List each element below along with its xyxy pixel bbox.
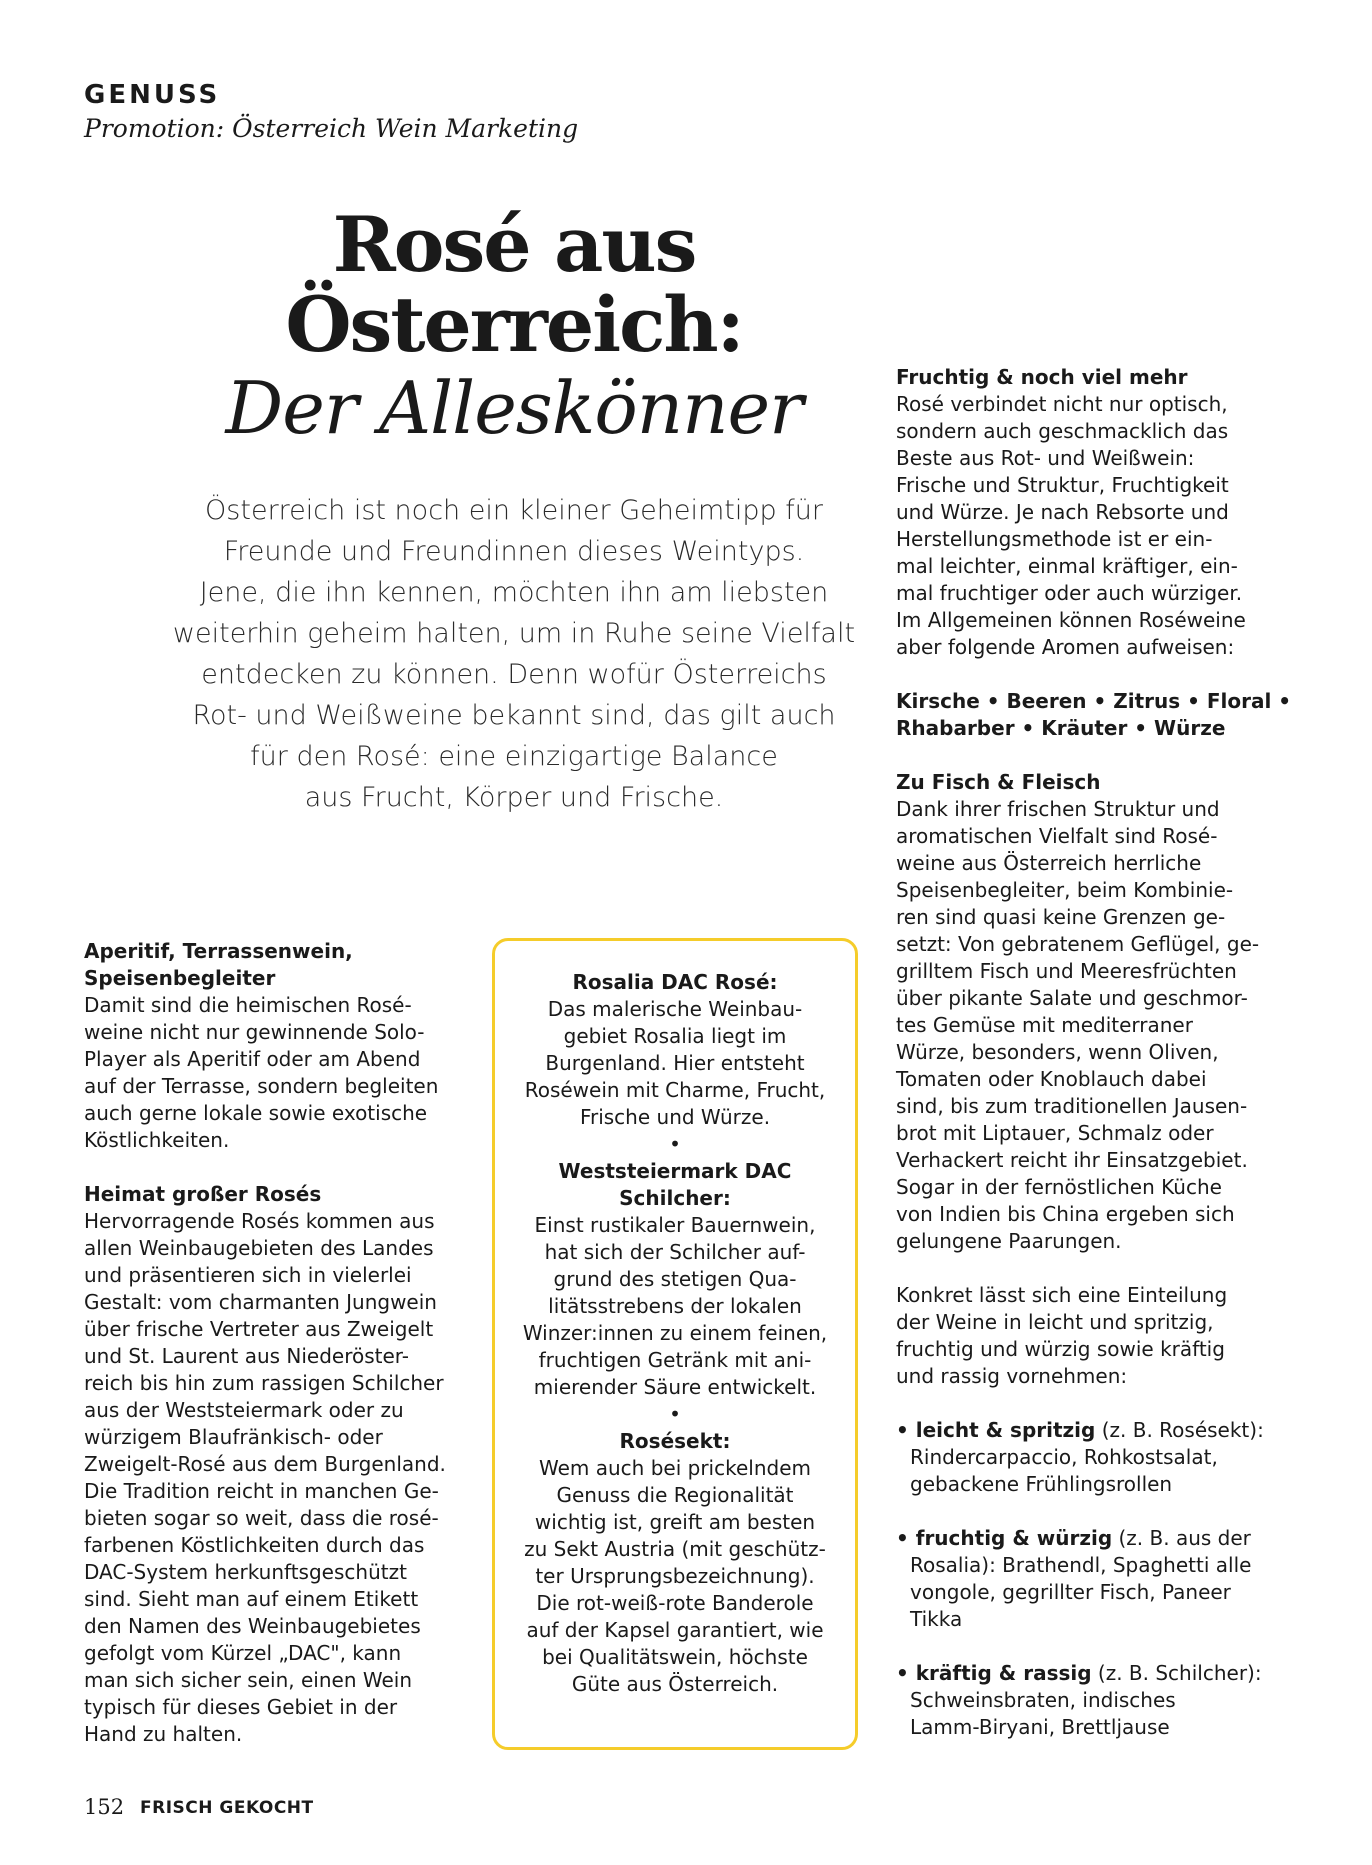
box-line: Burgenland. Hier entsteht: [545, 1051, 805, 1075]
bullet-note: (z. B. Rosésekt):: [1095, 1418, 1264, 1442]
body-line: der Weine in leicht und spritzig,: [896, 1310, 1214, 1334]
intro-line: Rot- und Weißweine bekannt sind, das gilt auch: [192, 700, 836, 731]
body-line: Dank ihrer frischen Struktur und: [896, 797, 1220, 821]
bullet-line: Lamm-Biryani, Brettljause: [910, 1715, 1170, 1739]
body-line: aus der Weststeiermark oder zu: [84, 1398, 404, 1422]
body-line: und Würze. Je nach Rebsorte und: [896, 500, 1229, 524]
section-heading: Fruchtig & noch viel mehr: [896, 365, 1188, 389]
body-line: mal leichter, einmal kräftiger, ein-: [896, 554, 1238, 578]
body-line: man sich sicher sein, einen Wein: [84, 1668, 412, 1692]
wine-info-box: [492, 938, 858, 1750]
left-column: [84, 938, 464, 1748]
box-heading: Rosésekt:: [619, 1429, 731, 1453]
box-line: Winzer:innen zu einem feinen,: [522, 1321, 828, 1345]
box-line: bei Qualitätswein, höchste: [542, 1645, 808, 1669]
box-separator: •: [669, 1132, 681, 1156]
body-line: weine nicht nur gewinnende Solo-: [84, 1020, 425, 1044]
box-line: Die rot-weiß-rote Banderole: [536, 1591, 814, 1615]
article-title: [84, 200, 944, 451]
intro-line: Jene, die ihn kennen, möchten ihn am liebsten: [199, 577, 829, 608]
page-number: 152: [84, 1795, 125, 1819]
body-line: Damit sind die heimischen Rosé-: [84, 993, 412, 1017]
box-line: gebiet Rosalia liegt im: [563, 1024, 787, 1048]
bullet-note: (z. B. aus der: [1112, 1526, 1251, 1550]
body-line: mal fruchtiger oder auch würziger.: [896, 581, 1243, 605]
section-label: GENUSS: [84, 80, 221, 110]
box-line: hat sich der Schilcher auf-: [544, 1240, 806, 1264]
body-line: Hervorragende Rosés kommen aus: [84, 1209, 435, 1233]
bullet-line: Rosalia): Brathendl, Spaghetti alle: [910, 1553, 1252, 1577]
box-line: Das malerische Weinbau-: [547, 997, 803, 1021]
title-line-2: Österreich:: [285, 280, 743, 369]
aroma-list: Rhabarber • Kräuter • Würze: [896, 716, 1226, 740]
intro-line: weiterhin geheim halten, um in Ruhe seine Vielfalt: [172, 618, 856, 649]
body-line: tes Gemüse mit mediterraner: [896, 1013, 1193, 1037]
body-line: würzigem Blaufränkisch- oder: [84, 1425, 383, 1449]
promotion-note: Promotion: Österreich Wein Marketing: [84, 114, 579, 143]
body-line: typisch für dieses Gebiet in der: [84, 1695, 398, 1719]
box-line: mierender Säure entwickelt.: [533, 1375, 817, 1399]
bullet-note: (z. B. Schilcher):: [1091, 1661, 1262, 1685]
body-line: auf der Terrasse, sondern begleiten: [84, 1074, 439, 1098]
body-line: brot mit Liptauer, Schmalz oder: [896, 1121, 1214, 1145]
body-line: Hand zu halten.: [84, 1722, 243, 1746]
bullet-line: vongole, gegrillter Fisch, Paneer: [910, 1580, 1231, 1604]
box-heading: Rosalia DAC Rosé:: [572, 970, 778, 994]
section-heading: Speisenbegleiter: [84, 966, 276, 990]
body-line: aber folgende Aromen aufweisen:: [896, 635, 1235, 659]
body-line: Im Allgemeinen können Roséweine: [896, 608, 1246, 632]
body-line: Tomaten oder Knoblauch dabei: [896, 1067, 1207, 1091]
intro-paragraph: [84, 490, 944, 818]
box-line: Roséwein mit Charme, Frucht,: [524, 1078, 826, 1102]
title-line-1: Rosé aus: [332, 200, 696, 289]
intro-line: Freunde und Freundinnen dieses Weintyps.: [223, 536, 805, 567]
box-line: Frische und Würze.: [579, 1105, 771, 1129]
body-line: über frische Vertreter aus Zweigelt: [84, 1317, 434, 1341]
box-line: zu Sekt Austria (mit geschütz-: [524, 1537, 826, 1561]
body-line: Player als Aperitif oder am Abend: [84, 1047, 421, 1071]
pairing-bullet: [896, 1417, 1296, 1498]
bullet-line: gebackene Frühlingsrollen: [910, 1472, 1173, 1496]
box-line: Genuss die Regionalität: [556, 1483, 794, 1507]
body-line: setzt: Von gebratenem Geflügel, ge-: [896, 932, 1260, 956]
pairing-bullet: [896, 1660, 1296, 1741]
box-line: grund des stetigen Qua-: [553, 1267, 797, 1291]
body-line: über pikante Salate und geschmor-: [896, 986, 1248, 1010]
bullet-label: • leicht & spritzig: [896, 1418, 1096, 1442]
box-line: wichtig ist, greift am besten: [534, 1510, 816, 1534]
body-line: sind, bis zum traditionellen Jausen-: [896, 1094, 1248, 1118]
box-heading: Weststeiermark DAC: [558, 1159, 792, 1183]
body-line: und präsentieren sich in vielerlei: [84, 1263, 412, 1287]
body-line: den Namen des Weinbaugebietes: [84, 1614, 421, 1638]
section-heading: Zu Fisch & Fleisch: [896, 770, 1101, 794]
box-line: fruchtigen Getränk mit ani-: [538, 1348, 812, 1372]
body-line: grilltem Fisch und Meeresfrüchten: [896, 959, 1237, 983]
body-line: sind. Sieht man auf einem Etikett: [84, 1587, 419, 1611]
body-line: aromatischen Vielfalt sind Rosé-: [896, 824, 1218, 848]
title-subline: Der Alleskönner: [225, 366, 803, 450]
body-line: bieten sogar so weit, dass die rosé-: [84, 1506, 439, 1530]
intro-line: Österreich ist noch ein kleiner Geheimtipp für: [205, 495, 823, 526]
bullet-line: Rindercarpaccio, Rohkostsalat,: [910, 1445, 1218, 1469]
body-line: Rosé verbindet nicht nur optisch,: [896, 392, 1228, 416]
box-heading: Schilcher:: [619, 1186, 731, 1210]
box-line: auf der Kapsel garantiert, wie: [526, 1618, 824, 1642]
intro-line: entdecken zu können. Denn wofür Österreichs: [201, 659, 827, 690]
body-line: reich bis hin zum rassigen Schilcher: [84, 1371, 444, 1395]
body-line: farbenen Köstlichkeiten durch das: [84, 1533, 425, 1557]
body-line: Zweigelt-Rosé aus dem Burgenland.: [84, 1452, 446, 1476]
body-line: Verhackert reicht ihr Einsatzgebiet.: [896, 1148, 1248, 1172]
intro-line: für den Rosé: eine einzigartige Balance: [250, 741, 778, 772]
box-line: ter Ursprungsbezeichnung).: [535, 1564, 815, 1588]
bullet-label: • fruchtig & würzig: [896, 1526, 1113, 1550]
body-line: und St. Laurent aus Niederöster-: [84, 1344, 409, 1368]
right-column: [896, 364, 1296, 1741]
body-line: Konkret lässt sich eine Einteilung: [896, 1283, 1228, 1307]
section-heading: Aperitif, Terrassenwein,: [84, 939, 353, 963]
body-line: gefolgt vom Kürzel „DAC", kann: [84, 1641, 402, 1665]
box-line: Wem auch bei prickelndem: [539, 1456, 811, 1480]
body-line: Würze, besonders, wenn Oliven,: [896, 1040, 1219, 1064]
body-line: von Indien bis China ergeben sich: [896, 1202, 1235, 1226]
box-line: litätsstrebens der lokalen: [548, 1294, 802, 1318]
body-line: allen Weinbaugebieten des Landes: [84, 1236, 434, 1260]
body-line: und rassig vornehmen:: [896, 1364, 1128, 1388]
intro-line: aus Frucht, Körper und Frische.: [304, 782, 724, 813]
body-line: weine aus Österreich herrliche: [896, 851, 1202, 875]
body-line: Speisenbegleiter, beim Kombinie-: [896, 878, 1234, 902]
body-line: Frische und Struktur, Fruchtigkeit: [896, 473, 1229, 497]
body-line: Köstlichkeiten.: [84, 1128, 230, 1152]
bullet-line: Tikka: [910, 1607, 963, 1631]
body-line: Die Tradition reicht in manchen Ge-: [84, 1479, 439, 1503]
body-line: sondern auch geschmacklich das: [896, 419, 1229, 443]
bullet-label: • kräftig & rassig: [896, 1661, 1092, 1685]
body-line: gelungene Paarungen.: [896, 1229, 1122, 1253]
box-separator: •: [669, 1402, 681, 1426]
body-line: fruchtig und würzig sowie kräftig: [896, 1337, 1225, 1361]
body-line: auch gerne lokale sowie exotische: [84, 1101, 428, 1125]
box-line: Güte aus Österreich.: [571, 1672, 779, 1696]
aroma-list: Kirsche • Beeren • Zitrus • Floral •: [896, 689, 1292, 713]
body-line: Sogar in der fernöstlichen Küche: [896, 1175, 1222, 1199]
body-line: ren sind quasi keine Grenzen ge-: [896, 905, 1226, 929]
body-line: Herstellungsmethode ist er ein-: [896, 527, 1213, 551]
pairing-bullet: [896, 1525, 1296, 1633]
box-line: Einst rustikaler Bauernwein,: [534, 1213, 816, 1237]
magazine-name: FRISCH GEKOCHT: [140, 1798, 314, 1818]
section-heading: Heimat großer Rosés: [84, 1182, 322, 1206]
body-line: Gestalt: vom charmanten Jungwein: [84, 1290, 437, 1314]
body-line: DAC-System herkunftsgeschützt: [84, 1560, 407, 1584]
bullet-line: Schweinsbraten, indisches: [910, 1688, 1176, 1712]
body-line: Beste aus Rot- und Weißwein:: [896, 446, 1195, 470]
